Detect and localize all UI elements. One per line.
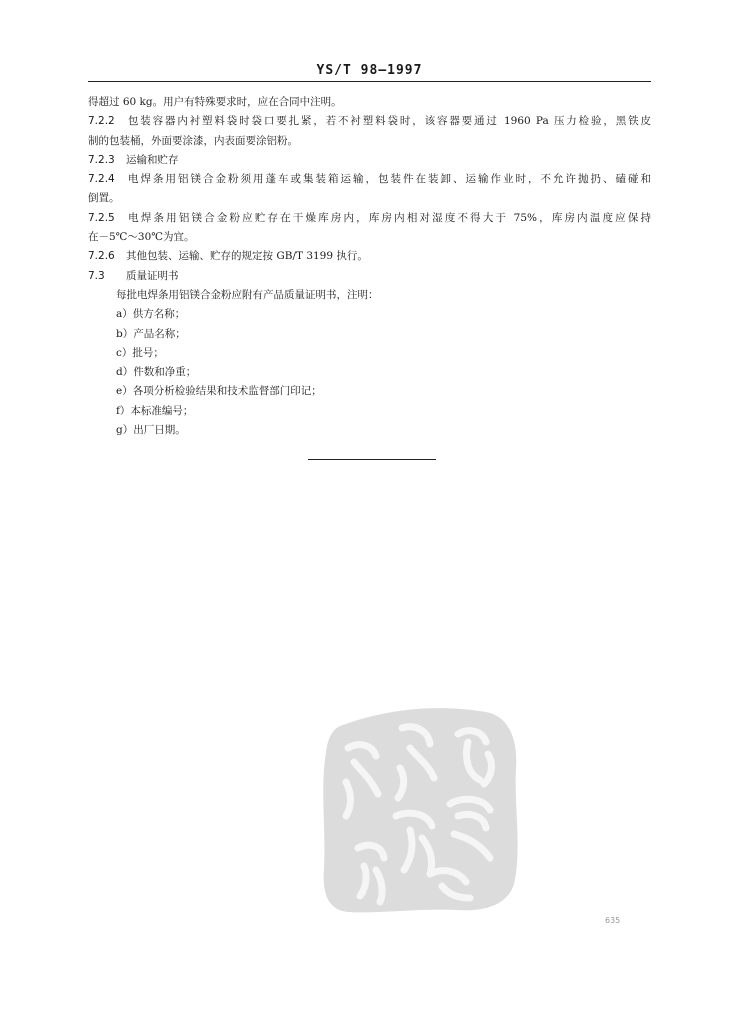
continued-text: 得超过 60 kg。用户有特殊要求时，应在合同中注明。: [88, 96, 342, 108]
list-item: [88, 402, 651, 421]
clause-7-3: [88, 267, 651, 286]
seal-watermark-icon: [318, 698, 525, 918]
clause-number: 7.2.3: [88, 153, 115, 166]
list-item: [88, 363, 651, 382]
clause-number: 7.2.4: [88, 173, 115, 186]
list-item-text: c）批号；: [116, 346, 164, 359]
clause-text: 制的包装桶，外面要涂漆，内表面要涂铝粉。: [88, 134, 298, 147]
clause-heading: 质量证明书: [126, 269, 179, 282]
end-of-document-rule: [308, 459, 436, 460]
clause-text: 电焊条用铝镁合金粉须用蓬车或集装箱运输，包装件在装卸、运输作业时，不允许抛扔、磕碰和: [126, 173, 651, 186]
list-item-text: a）供方名称；: [116, 308, 186, 321]
clause-text: 倒置。: [88, 192, 120, 205]
list-item-text: f）本标准编号；: [116, 404, 194, 417]
list-item-text: d）件数和净重；: [116, 366, 197, 379]
clause-7-2-4-continued: [88, 189, 651, 208]
clause-7-3-intro: [88, 286, 651, 305]
clause-7-2-5: [88, 209, 651, 228]
clause-7-2-3: [88, 151, 651, 170]
clause-number: 7.2.5: [88, 211, 115, 224]
clause-text: 其他包装、运输、贮存的规定按 GB/T 3199 执行。: [126, 250, 368, 263]
clause-heading: 运输和贮存: [126, 153, 179, 166]
list-item-text: e）各项分析检验结果和技术监督部门印记；: [116, 385, 322, 398]
list-item-text: b）产品名称；: [116, 327, 186, 340]
clause-7-2-2: [88, 112, 651, 131]
list-item: [88, 421, 651, 440]
clause-text: 在－5℃～30℃为宜。: [88, 231, 195, 244]
standard-code-header: YS/T 98—1997: [316, 63, 423, 78]
header-rule: [88, 81, 651, 82]
clause-7-2-2-continued: [88, 132, 651, 151]
list-item-text: g）出厂日期。: [116, 424, 186, 437]
clause-text: 电焊条用铝镁合金粉应贮存在干燥库房内，库房内相对湿度不得大于 75%，库房内温度应保持: [126, 211, 651, 224]
clause-7-2-5-continued: [88, 228, 651, 247]
clause-7-2-6: [88, 247, 651, 266]
continued-paragraph: [88, 93, 651, 112]
list-item: [88, 382, 651, 401]
clause-text: 每批电焊条用铝镁合金粉应附有产品质量证明书，注明：: [116, 288, 379, 301]
list-item: [88, 325, 651, 344]
clause-number: 7.3: [88, 269, 105, 282]
clause-number: 7.2.2: [88, 115, 115, 128]
clause-7-2-4: [88, 170, 651, 189]
page-number: 635: [605, 916, 621, 925]
list-item: [88, 344, 651, 363]
document-body: [88, 93, 651, 440]
clause-number: 7.2.6: [88, 250, 115, 263]
clause-text: 包装容器内衬塑料袋时袋口要扎紧，若不衬塑料袋时，该容器要通过 1960 Pa 压力检验，黑铁皮: [126, 115, 651, 128]
list-item: [88, 305, 651, 324]
